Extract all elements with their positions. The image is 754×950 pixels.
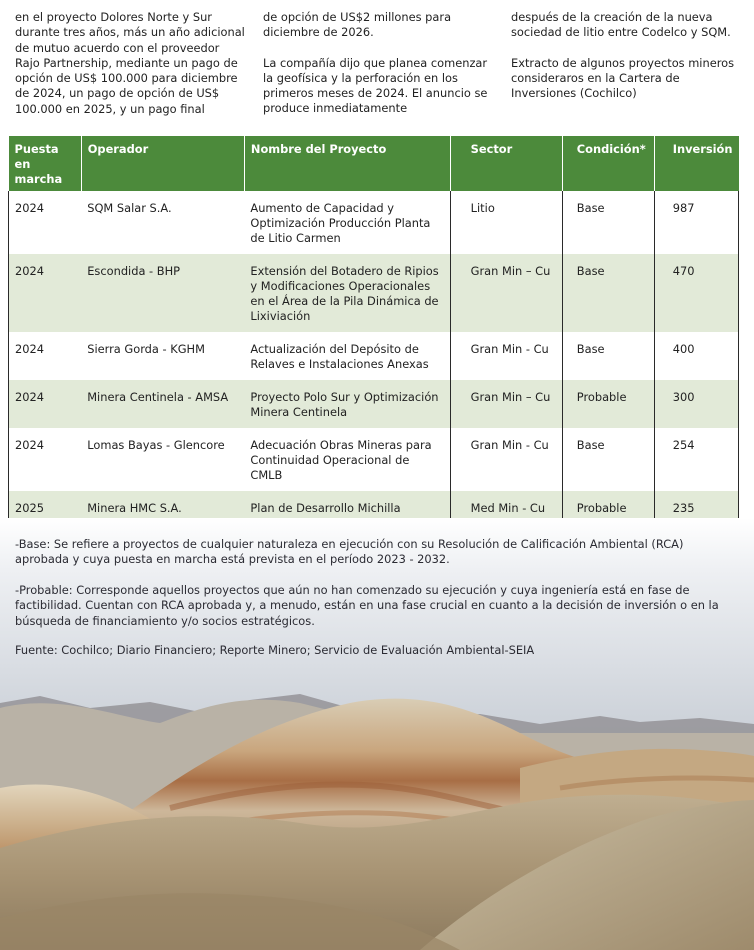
cell-investment: 987 <box>654 191 738 254</box>
cell-project: Adecuación Obras Mineras para Continuidad Operacional de CMLB <box>244 428 450 491</box>
projects-table <box>8 136 739 540</box>
cell-operator: Minera Centinela - AMSA <box>81 380 244 428</box>
header-project-name: Nombre del Proyecto <box>244 136 450 191</box>
cell-condition: Probable <box>562 491 654 540</box>
column-2-paragraph-2: La compañía dijo que planea comenzar la geofísica y la perforación en los primeros meses de 2024. El anuncio se produce inmediatamente <box>263 55 488 116</box>
header-start-year: Puesta en marcha <box>9 136 82 191</box>
cell-operator: Minera HMC S.A. <box>81 491 244 540</box>
cell-condition: Base <box>562 191 654 254</box>
cell-project: Proyecto Polo Sur y Optimización Minera Centinela <box>244 380 450 428</box>
cell-sector: Gran Min - Cu <box>450 428 562 491</box>
table-row <box>9 191 739 254</box>
cell-year: 2024 <box>9 428 82 491</box>
cell-condition: Base <box>562 332 654 380</box>
cell-investment: 254 <box>654 428 738 491</box>
cell-project: Actualización del Depósito de Relaves e Instalaciones Anexas <box>244 332 450 380</box>
header-investment: Inversión <box>654 136 738 191</box>
column-3-paragraph-2: Extracto de algunos proyectos mineros consideraros en la Cartera de Inversiones (Cochilco) <box>511 55 735 101</box>
cell-project: Extensión del Botadero de Ripios y Modificaciones Operacionales en el Área de la Pila Dinámica de Lixiviación <box>244 254 450 332</box>
article-column-1 <box>15 10 247 132</box>
article-column-3 <box>511 10 739 116</box>
cell-condition: Base <box>562 254 654 332</box>
cell-operator: Escondida - BHP <box>81 254 244 332</box>
cell-investment: 300 <box>654 380 738 428</box>
cell-investment: 235 <box>654 491 738 540</box>
cell-investment: 470 <box>654 254 738 332</box>
header-condition: Condición* <box>562 136 654 191</box>
table-row <box>9 428 739 491</box>
column-3-paragraph-1: después de la creación de la nueva sociedad de litio entre Codelco y SQM. <box>511 10 731 40</box>
table-row <box>9 332 739 380</box>
cell-year: 2024 <box>9 380 82 428</box>
column-1-paragraph: en el proyecto Dolores Norte y Sur durante tres años, más un año adicional de mutuo acuerdo con el proveedor Rajo Partnership, mediante un pago de opción de US$ 100.000 para diciembre de 2024, un pago de opción de US$ 100.000 en 2025, y un pago final <box>15 10 245 116</box>
cell-condition: Probable <box>562 380 654 428</box>
cell-sector: Gran Min – Cu <box>450 380 562 428</box>
cell-year: 2024 <box>9 332 82 380</box>
cell-sector: Med Min - Cu <box>450 491 562 540</box>
cell-sector: Gran Min – Cu <box>450 254 562 332</box>
cell-year: 2024 <box>9 191 82 254</box>
cell-operator: Sierra Gorda - KGHM <box>81 332 244 380</box>
cell-sector: Gran Min - Cu <box>450 332 562 380</box>
cell-condition: Base <box>562 428 654 491</box>
table-header-row <box>9 136 739 191</box>
note-probable-definition: -Probable: Corresponde aquellos proyectos que aún no han comenzado su ejecución y cuya ingeniería está en fase de factibilidad. Cuentan con RCA aprobada y, a menudo, están en una fase crucial en cuanto a la decisión de inversión o en la búsqueda de financiamiento y/o socios estratégicos. <box>15 583 719 628</box>
cell-project: Aumento de Capacidad y Optimización Producción Planta de Litio Carmen <box>244 191 450 254</box>
table-row <box>9 380 739 428</box>
source-note: Fuente: Cochilco; Diario Financiero; Reporte Minero; Servicio de Evaluación Ambiental-SEIA <box>15 643 535 657</box>
cell-project: Plan de Desarrollo Michilla <box>244 491 450 540</box>
cell-operator: SQM Salar S.A. <box>81 191 244 254</box>
cell-year: 2025 <box>9 491 82 540</box>
cell-investment: 400 <box>654 332 738 380</box>
header-operator: Operador <box>81 136 244 191</box>
header-sector: Sector <box>450 136 562 191</box>
cell-operator: Lomas Bayas - Glencore <box>81 428 244 491</box>
article-column-2 <box>263 10 491 132</box>
table-row <box>9 254 739 332</box>
note-base-definition: -Base: Se refiere a proyectos de cualquier naturaleza en ejecución con su Resolución de Calificación Ambiental (RCA) aprobada y cuya puesta en marcha está prevista en el período 2023 - 2032. <box>15 537 684 567</box>
column-2-paragraph-1: de opción de US$2 millones para diciembre de 2026. <box>263 10 452 40</box>
cell-year: 2024 <box>9 254 82 332</box>
cell-sector: Litio <box>450 191 562 254</box>
